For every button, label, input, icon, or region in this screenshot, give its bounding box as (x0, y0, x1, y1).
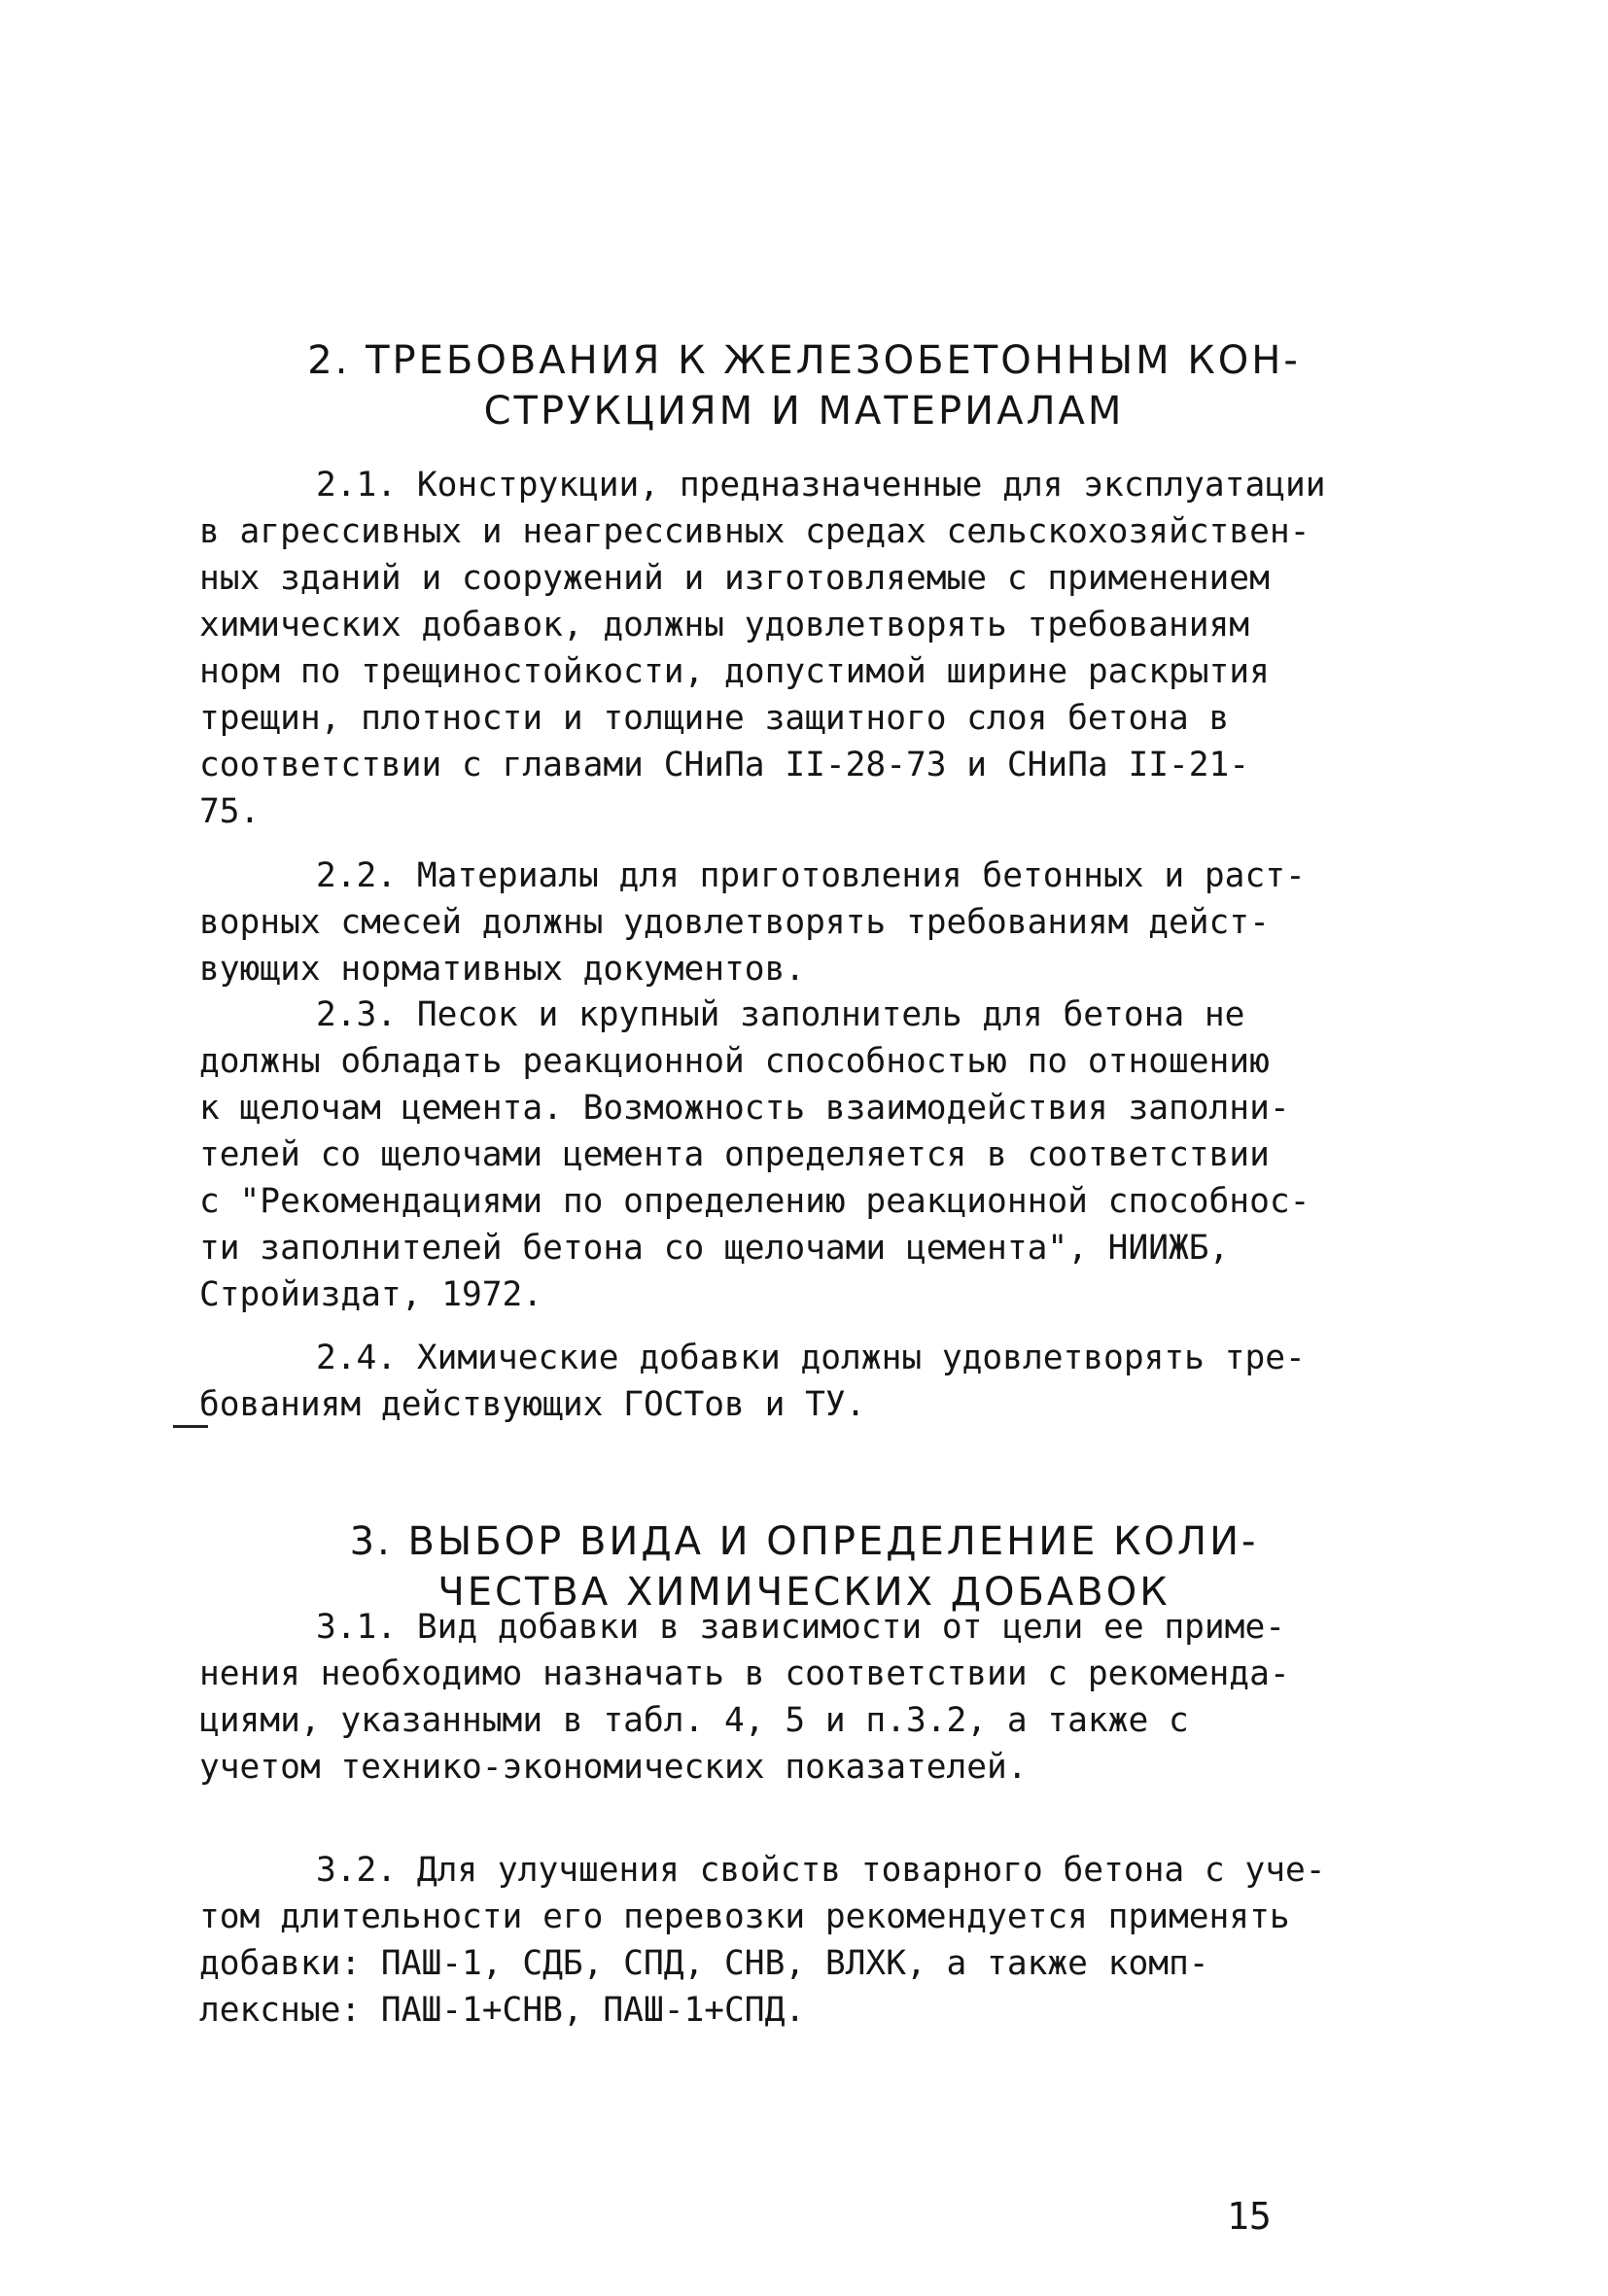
text-line: лексные: ПАШ-1+СНВ, ПАШ-1+СПД. (199, 1991, 806, 2030)
page-number: 15 (1227, 2195, 1272, 2238)
text-line: учетом технико-экономических показателей. (199, 1748, 1028, 1787)
text-line: том длительности его перевозки рекомендуется применять (199, 1897, 1290, 1936)
text-line: 2.3. Песок и крупный заполнитель для бетона не (316, 995, 1245, 1034)
text-line: вующих нормативных документов. (199, 950, 806, 989)
paragraph-2-3 (199, 991, 1405, 1318)
text-line: 3.2. Для улучшения свойств товарного бетона с уче- (316, 1851, 1326, 1890)
text-line: 2.1. Конструкции, предназначенные для эксплуатации (316, 466, 1326, 504)
text-line: 2.2. Материалы для приготовления бетонных и раст- (316, 856, 1306, 895)
text-line: ных зданий и сооружений и изготовляемые с применением (199, 559, 1270, 598)
text-line: 2.4. Химические добавки должны удовлетворять тре- (316, 1339, 1306, 1377)
text-line: циями, указанными в табл. 4, 5 и п.3.2, а также с (199, 1701, 1189, 1740)
text-line: соответствии с главами СНиПа II-28-73 и СНиПа II-21- (199, 746, 1250, 784)
text-line: телей со щелочами цемента определяется в соответствии (199, 1135, 1270, 1174)
text-line: ворных смесей должны удовлетворять требованиям дейст- (199, 903, 1270, 942)
section-3-heading-line: ЧЕСТВА ХИМИЧЕСКИХ ДОБАВОК (437, 1570, 1171, 1615)
section-2-heading-line: 2. ТРЕБОВАНИЯ К ЖЕЛЕЗОБЕТОННЫМ КОН- (307, 338, 1301, 383)
text-line: нения необходимо назначать в соответствии с рекоменда- (199, 1654, 1290, 1693)
margin-underline-mark (173, 1425, 208, 1428)
text-line: норм по трещиностойкости, допустимой ширине раскрытия (199, 652, 1270, 691)
text-line: трещин, плотности и толщине защитного слоя бетона в (199, 699, 1230, 738)
text-line: 3.1. Вид добавки в зависимости от цели ее приме- (316, 1608, 1285, 1647)
paragraph-2-4 (199, 1335, 1405, 1428)
section-3-heading-line: 3. ВЫБОР ВИДА И ОПРЕДЕЛЕНИЕ КОЛИ- (349, 1519, 1259, 1564)
section-3-heading (0, 1516, 1608, 1618)
text-line: бованиям действующих ГОСТов и ТУ. (199, 1385, 866, 1424)
text-line: добавки: ПАШ-1, СДБ, СПД, СНВ, ВЛХК, а также комп- (199, 1944, 1209, 1983)
paragraph-3-2 (199, 1847, 1405, 2034)
text-line: в агрессивных и неагрессивных средах сельскохозяйствен- (199, 512, 1311, 551)
text-line: с "Рекомендациями по определению реакционной способнос- (199, 1182, 1311, 1221)
text-line: 75. (199, 792, 261, 831)
text-line: ти заполнителей бетона со щелочами цемента", НИИЖБ, (199, 1229, 1230, 1268)
text-line: должны обладать реакционной способностью по отношению (199, 1042, 1270, 1081)
section-2-heading-line: СТРУКЦИЯМ И МАТЕРИАЛАМ (483, 389, 1125, 434)
paragraph-2-1 (199, 462, 1405, 835)
section-2-heading (0, 335, 1608, 436)
paragraph-3-1 (199, 1604, 1405, 1791)
text-line: химических добавок, должны удовлетворять требованиям (199, 606, 1250, 644)
paragraph-2-2 (199, 852, 1405, 992)
text-line: к щелочам цемента. Возможность взаимодействия заполни- (199, 1089, 1290, 1128)
text-line: Стройиздат, 1972. (199, 1275, 543, 1314)
